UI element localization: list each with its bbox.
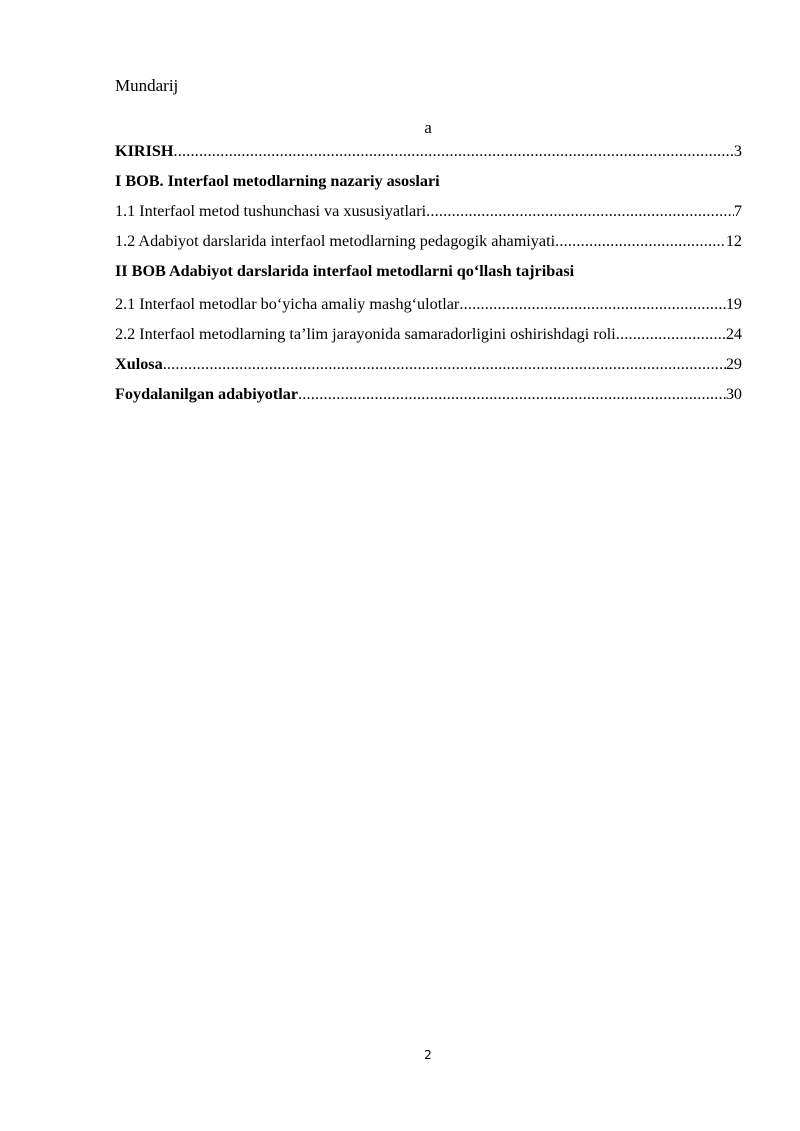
toc-entry-page: 3 [733, 142, 742, 160]
toc-entry-page: 12 [725, 232, 742, 250]
toc-title: Mundarij [115, 76, 179, 95]
toc-entry-kirish[interactable] [115, 140, 742, 162]
toc-dot-leader [426, 200, 734, 222]
toc-dot-leader [163, 353, 726, 375]
toc-entry-page: 24 [725, 325, 742, 343]
toc-entry-label: KIRISH [115, 142, 174, 160]
toc-entry-2-1[interactable] [115, 293, 742, 315]
toc-entry-1-1[interactable] [115, 200, 742, 222]
page-number: 2 [424, 1048, 432, 1062]
toc-entry-label: 2.2 Interfaol metodlarning ta’lim jarayonida samaradorligini oshirishdagi roli [115, 325, 616, 343]
toc-entry-label: Foydalanilgan adabiyotlar [115, 385, 299, 403]
toc-entry-2-2[interactable] [115, 323, 742, 345]
toc-dot-leader [459, 293, 725, 315]
toc-entry-adabiyotlar[interactable] [115, 383, 742, 405]
toc-dot-leader [555, 230, 726, 252]
toc-entry-page: 30 [725, 385, 742, 403]
toc-entry-page: 7 [733, 202, 742, 220]
toc-dot-leader [298, 383, 726, 405]
toc-entry-label: 2.1 Interfaol metodlar bo‘yicha amaliy mashg‘ulotlar [115, 295, 460, 313]
toc-entry-label: 1.2 Adabiyot darslarida interfaol metodlarning pedagogik ahamiyati [115, 232, 556, 250]
toc-entry-1-2[interactable] [115, 230, 742, 252]
toc-chapter-1[interactable]: I BOB. Interfaol metodlarning nazariy asoslari [115, 172, 440, 190]
toc-entry-xulosa[interactable] [115, 353, 742, 375]
toc-entry-page: 19 [725, 295, 742, 313]
toc-dot-leader [616, 323, 726, 345]
toc-entry-page: 29 [725, 355, 742, 373]
toc-entry-label: 1.1 Interfaol metod tushunchasi va xususiyatlari [115, 202, 427, 220]
toc-dot-leader [173, 140, 733, 162]
toc-chapter-2[interactable]: II BOB Adabiyot darslarida interfaol metodlarni qo‘llash tajribasi [115, 262, 575, 280]
toc-title-tail: a [424, 118, 432, 137]
toc-entry-label: Xulosa [115, 355, 163, 373]
